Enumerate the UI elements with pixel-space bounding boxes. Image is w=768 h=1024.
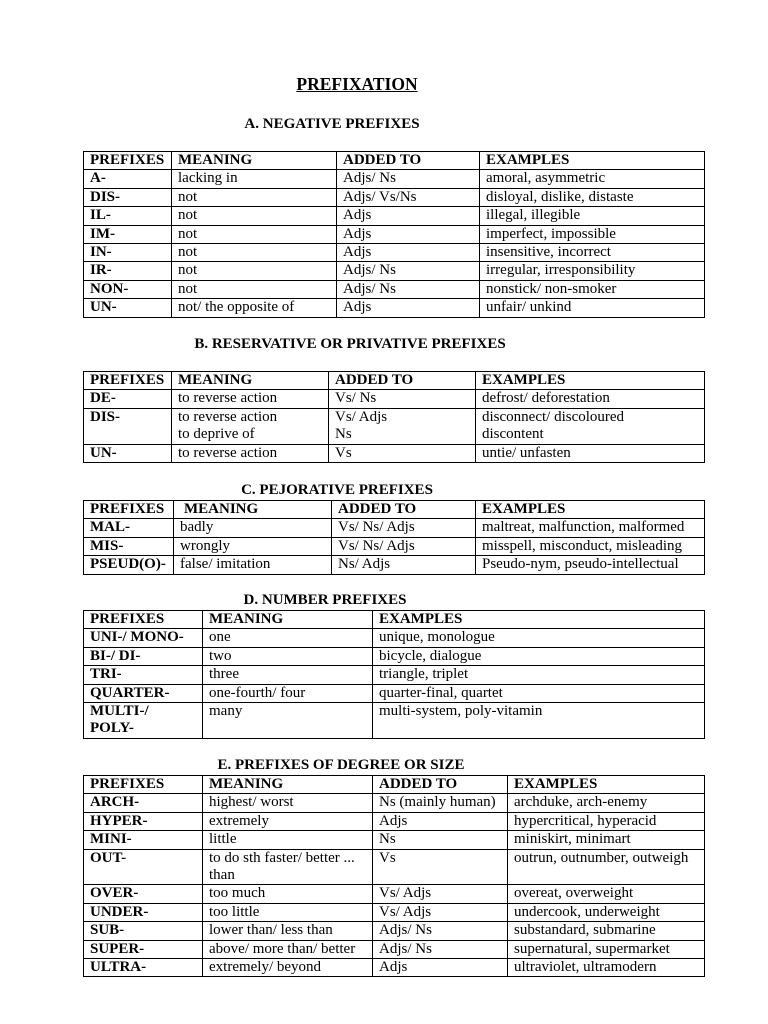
added-to-cell: [329, 408, 476, 444]
added-to-cell: Adjs: [337, 244, 480, 262]
examples-cell: insensitive, incorrect: [480, 244, 705, 262]
added-to-cell: Adjs: [337, 207, 480, 225]
table-row: [84, 390, 705, 408]
meaning-cell: not: [172, 244, 337, 262]
prefix-cell: UN-: [84, 444, 172, 462]
column-header-prefixes: PREFIXES: [84, 372, 172, 390]
meaning-cell: one: [203, 629, 373, 647]
examples-cell: defrost/ deforestation: [476, 390, 705, 408]
table-row: [84, 299, 705, 317]
header-row: [84, 501, 705, 519]
added-to-cell: Vs/ Ns/ Adjs: [332, 519, 476, 537]
meaning-cell: not/ the opposite of: [172, 299, 337, 317]
examples-cell: irregular, irresponsibility: [480, 262, 705, 280]
meaning-cell: highest/ worst: [203, 794, 373, 812]
examples-cell: disloyal, dislike, distaste: [480, 188, 705, 206]
section-heading-reservative: B. RESERVATIVE OR PRIVATIVE PREFIXES: [194, 336, 506, 352]
examples-cell: ultraviolet, ultramodern: [508, 959, 705, 977]
table-row: [84, 444, 705, 462]
added-to-cell: Vs/ Ns/ Adjs: [332, 537, 476, 555]
column-header-meaning: MEANING: [203, 776, 373, 794]
added-to-cell: Adjs/ Vs/Ns: [337, 188, 480, 206]
added-to-cell: Vs: [329, 444, 476, 462]
meaning-cell: little: [203, 831, 373, 849]
cell-line: POLY-: [90, 720, 134, 737]
column-header-meaning: MEANING: [203, 611, 373, 629]
table-row: [84, 188, 705, 206]
column-header-examples: EXAMPLES: [480, 152, 705, 170]
column-header-prefixes: PREFIXES: [84, 501, 174, 519]
prefix-cell: SUB-: [84, 922, 203, 940]
cell-line: Vs/ Adjs: [335, 408, 388, 425]
table-row: [84, 831, 705, 849]
column-header-examples: EXAMPLES: [476, 372, 705, 390]
degree-size-prefixes-table: [83, 775, 705, 977]
table-row: [84, 959, 705, 977]
cell-line: Ns: [335, 426, 352, 443]
prefix-cell: HYPER-: [84, 812, 203, 830]
meaning-cell: not: [172, 225, 337, 243]
column-header-added-to: ADDED TO: [332, 501, 476, 519]
prefix-cell: DIS-: [84, 408, 172, 444]
examples-cell: quarter-final, quartet: [373, 684, 705, 702]
examples-cell: imperfect, impossible: [480, 225, 705, 243]
meaning-cell: not: [172, 262, 337, 280]
prefix-cell: NON-: [84, 280, 172, 298]
table-row: [84, 280, 705, 298]
column-header-examples: EXAMPLES: [476, 501, 705, 519]
table-row: [84, 408, 705, 444]
added-to-cell: Adjs: [337, 225, 480, 243]
prefix-cell: ARCH-: [84, 794, 203, 812]
examples-cell: overeat, overweight: [508, 885, 705, 903]
examples-cell: triangle, triplet: [373, 666, 705, 684]
number-prefixes-table: [83, 610, 705, 739]
table-row: [84, 812, 705, 830]
meaning-cell: lower than/ less than: [203, 922, 373, 940]
table-row: [84, 885, 705, 903]
prefix-cell: IN-: [84, 244, 172, 262]
examples-cell: [476, 408, 705, 444]
prefix-cell: OVER-: [84, 885, 203, 903]
cell-line: disconnect/ discoloured: [482, 408, 625, 425]
examples-cell: illegal, illegible: [480, 207, 705, 225]
examples-cell: amoral, asymmetric: [480, 170, 705, 188]
header-row: [84, 776, 705, 794]
added-to-cell: Adjs: [373, 812, 508, 830]
meaning-cell: to reverse action: [172, 444, 329, 462]
section-heading-pejorative: C. PEJORATIVE PREFIXES: [241, 482, 433, 498]
table-row: [84, 556, 705, 574]
cell-line: discontent: [482, 426, 544, 443]
examples-cell: bicycle, dialogue: [373, 647, 705, 665]
added-to-cell: Adjs/ Ns: [337, 280, 480, 298]
prefix-cell: BI-/ DI-: [84, 647, 203, 665]
reservative-prefixes-table: [83, 371, 705, 463]
meaning-cell: lacking in: [172, 170, 337, 188]
table-row: [84, 537, 705, 555]
column-header-meaning: MEANING: [172, 152, 337, 170]
prefix-cell: MIS-: [84, 537, 174, 555]
prefix-cell: QUARTER-: [84, 684, 203, 702]
examples-cell: supernatural, supermarket: [508, 940, 705, 958]
prefix-cell: MINI-: [84, 831, 203, 849]
prefix-cell: [84, 703, 203, 739]
section-heading-negative: A. NEGATIVE PREFIXES: [244, 116, 420, 132]
meaning-cell: extremely/ beyond: [203, 959, 373, 977]
meaning-cell: not: [172, 188, 337, 206]
examples-cell: multi-system, poly-vitamin: [373, 703, 705, 739]
added-to-cell: Adjs/ Ns: [337, 262, 480, 280]
prefix-cell: IL-: [84, 207, 172, 225]
examples-cell: nonstick/ non-smoker: [480, 280, 705, 298]
prefix-cell: UNDER-: [84, 903, 203, 921]
added-to-cell: Adjs/ Ns: [337, 170, 480, 188]
cell-line: MULTI-/: [90, 703, 149, 720]
header-row: [84, 372, 705, 390]
prefix-cell: UN-: [84, 299, 172, 317]
cell-line: to deprive of: [178, 426, 255, 443]
examples-cell: maltreat, malfunction, malformed: [476, 519, 705, 537]
meaning-cell: one-fourth/ four: [203, 684, 373, 702]
prefix-cell: PSEUD(O)-: [84, 556, 174, 574]
meaning-cell: badly: [174, 519, 332, 537]
column-header-meaning: MEANING: [174, 501, 332, 519]
column-header-meaning: MEANING: [172, 372, 329, 390]
examples-cell: unfair/ unkind: [480, 299, 705, 317]
column-header-examples: EXAMPLES: [373, 611, 705, 629]
column-header-examples: EXAMPLES: [508, 776, 705, 794]
negative-prefixes-table: [83, 151, 705, 318]
table-row: [84, 849, 705, 885]
pejorative-prefixes-table: [83, 500, 705, 575]
column-header-prefixes: PREFIXES: [84, 611, 203, 629]
page-title: PREFIXATION: [296, 74, 418, 94]
added-to-cell: Vs/ Adjs: [373, 885, 508, 903]
table-row: [84, 703, 705, 739]
meaning-cell: wrongly: [174, 537, 332, 555]
table-row: [84, 244, 705, 262]
cell-line: to reverse action: [178, 408, 278, 425]
added-to-cell: Adjs: [337, 299, 480, 317]
added-to-cell: Vs/ Adjs: [373, 903, 508, 921]
examples-cell: misspell, misconduct, misleading: [476, 537, 705, 555]
meaning-cell: not: [172, 207, 337, 225]
added-to-cell: Adjs: [373, 959, 508, 977]
column-header-prefixes: PREFIXES: [84, 776, 203, 794]
table-row: [84, 207, 705, 225]
table-row: [84, 922, 705, 940]
examples-cell: Pseudo-nym, pseudo-intellectual: [476, 556, 705, 574]
table-row: [84, 629, 705, 647]
examples-cell: unique, monologue: [373, 629, 705, 647]
meaning-cell: too little: [203, 903, 373, 921]
meaning-cell: two: [203, 647, 373, 665]
column-header-added-to: ADDED TO: [337, 152, 480, 170]
meaning-cell: [172, 408, 329, 444]
section-heading-number: D. NUMBER PREFIXES: [243, 592, 407, 608]
prefix-cell: UNI-/ MONO-: [84, 629, 203, 647]
table-row: [84, 225, 705, 243]
header-row: [84, 611, 705, 629]
meaning-cell: extremely: [203, 812, 373, 830]
table-row: [84, 666, 705, 684]
meaning-cell: too much: [203, 885, 373, 903]
cell-line: to do sth faster/ better ...: [209, 849, 355, 866]
meaning-cell: not: [172, 280, 337, 298]
table-row: [84, 170, 705, 188]
added-to-cell: Adjs/ Ns: [373, 922, 508, 940]
meaning-cell: false/ imitation: [174, 556, 332, 574]
table-row: [84, 940, 705, 958]
prefix-cell: IR-: [84, 262, 172, 280]
prefix-cell: ULTRA-: [84, 959, 203, 977]
examples-cell: archduke, arch-enemy: [508, 794, 705, 812]
prefix-cell: SUPER-: [84, 940, 203, 958]
meaning-cell: many: [203, 703, 373, 739]
examples-cell: substandard, submarine: [508, 922, 705, 940]
prefix-cell: IM-: [84, 225, 172, 243]
prefix-cell: OUT-: [84, 849, 203, 885]
cell-line: than: [209, 867, 235, 884]
examples-cell: miniskirt, minimart: [508, 831, 705, 849]
table-row: [84, 794, 705, 812]
prefix-cell: DIS-: [84, 188, 172, 206]
table-row: [84, 262, 705, 280]
added-to-cell: Ns/ Adjs: [332, 556, 476, 574]
column-header-added-to: ADDED TO: [373, 776, 508, 794]
prefix-cell: DE-: [84, 390, 172, 408]
prefix-cell: A-: [84, 170, 172, 188]
table-row: [84, 684, 705, 702]
meaning-cell: [203, 849, 373, 885]
meaning-cell: three: [203, 666, 373, 684]
table-row: [84, 647, 705, 665]
prefix-cell: TRI-: [84, 666, 203, 684]
table-row: [84, 903, 705, 921]
section-heading-degree-size: E. PREFIXES OF DEGREE OR SIZE: [217, 757, 465, 773]
prefix-cell: MAL-: [84, 519, 174, 537]
added-to-cell: Ns (mainly human): [373, 794, 508, 812]
meaning-cell: above/ more than/ better: [203, 940, 373, 958]
examples-cell: undercook, underweight: [508, 903, 705, 921]
column-header-added-to: ADDED TO: [329, 372, 476, 390]
added-to-cell: Vs/ Ns: [329, 390, 476, 408]
examples-cell: untie/ unfasten: [476, 444, 705, 462]
column-header-prefixes: PREFIXES: [84, 152, 172, 170]
added-to-cell: Adjs/ Ns: [373, 940, 508, 958]
table-row: [84, 519, 705, 537]
examples-cell: outrun, outnumber, outweigh: [508, 849, 705, 885]
examples-cell: hypercritical, hyperacid: [508, 812, 705, 830]
added-to-cell: Vs: [373, 849, 508, 885]
added-to-cell: Ns: [373, 831, 508, 849]
header-row: [84, 152, 705, 170]
meaning-cell: to reverse action: [172, 390, 329, 408]
